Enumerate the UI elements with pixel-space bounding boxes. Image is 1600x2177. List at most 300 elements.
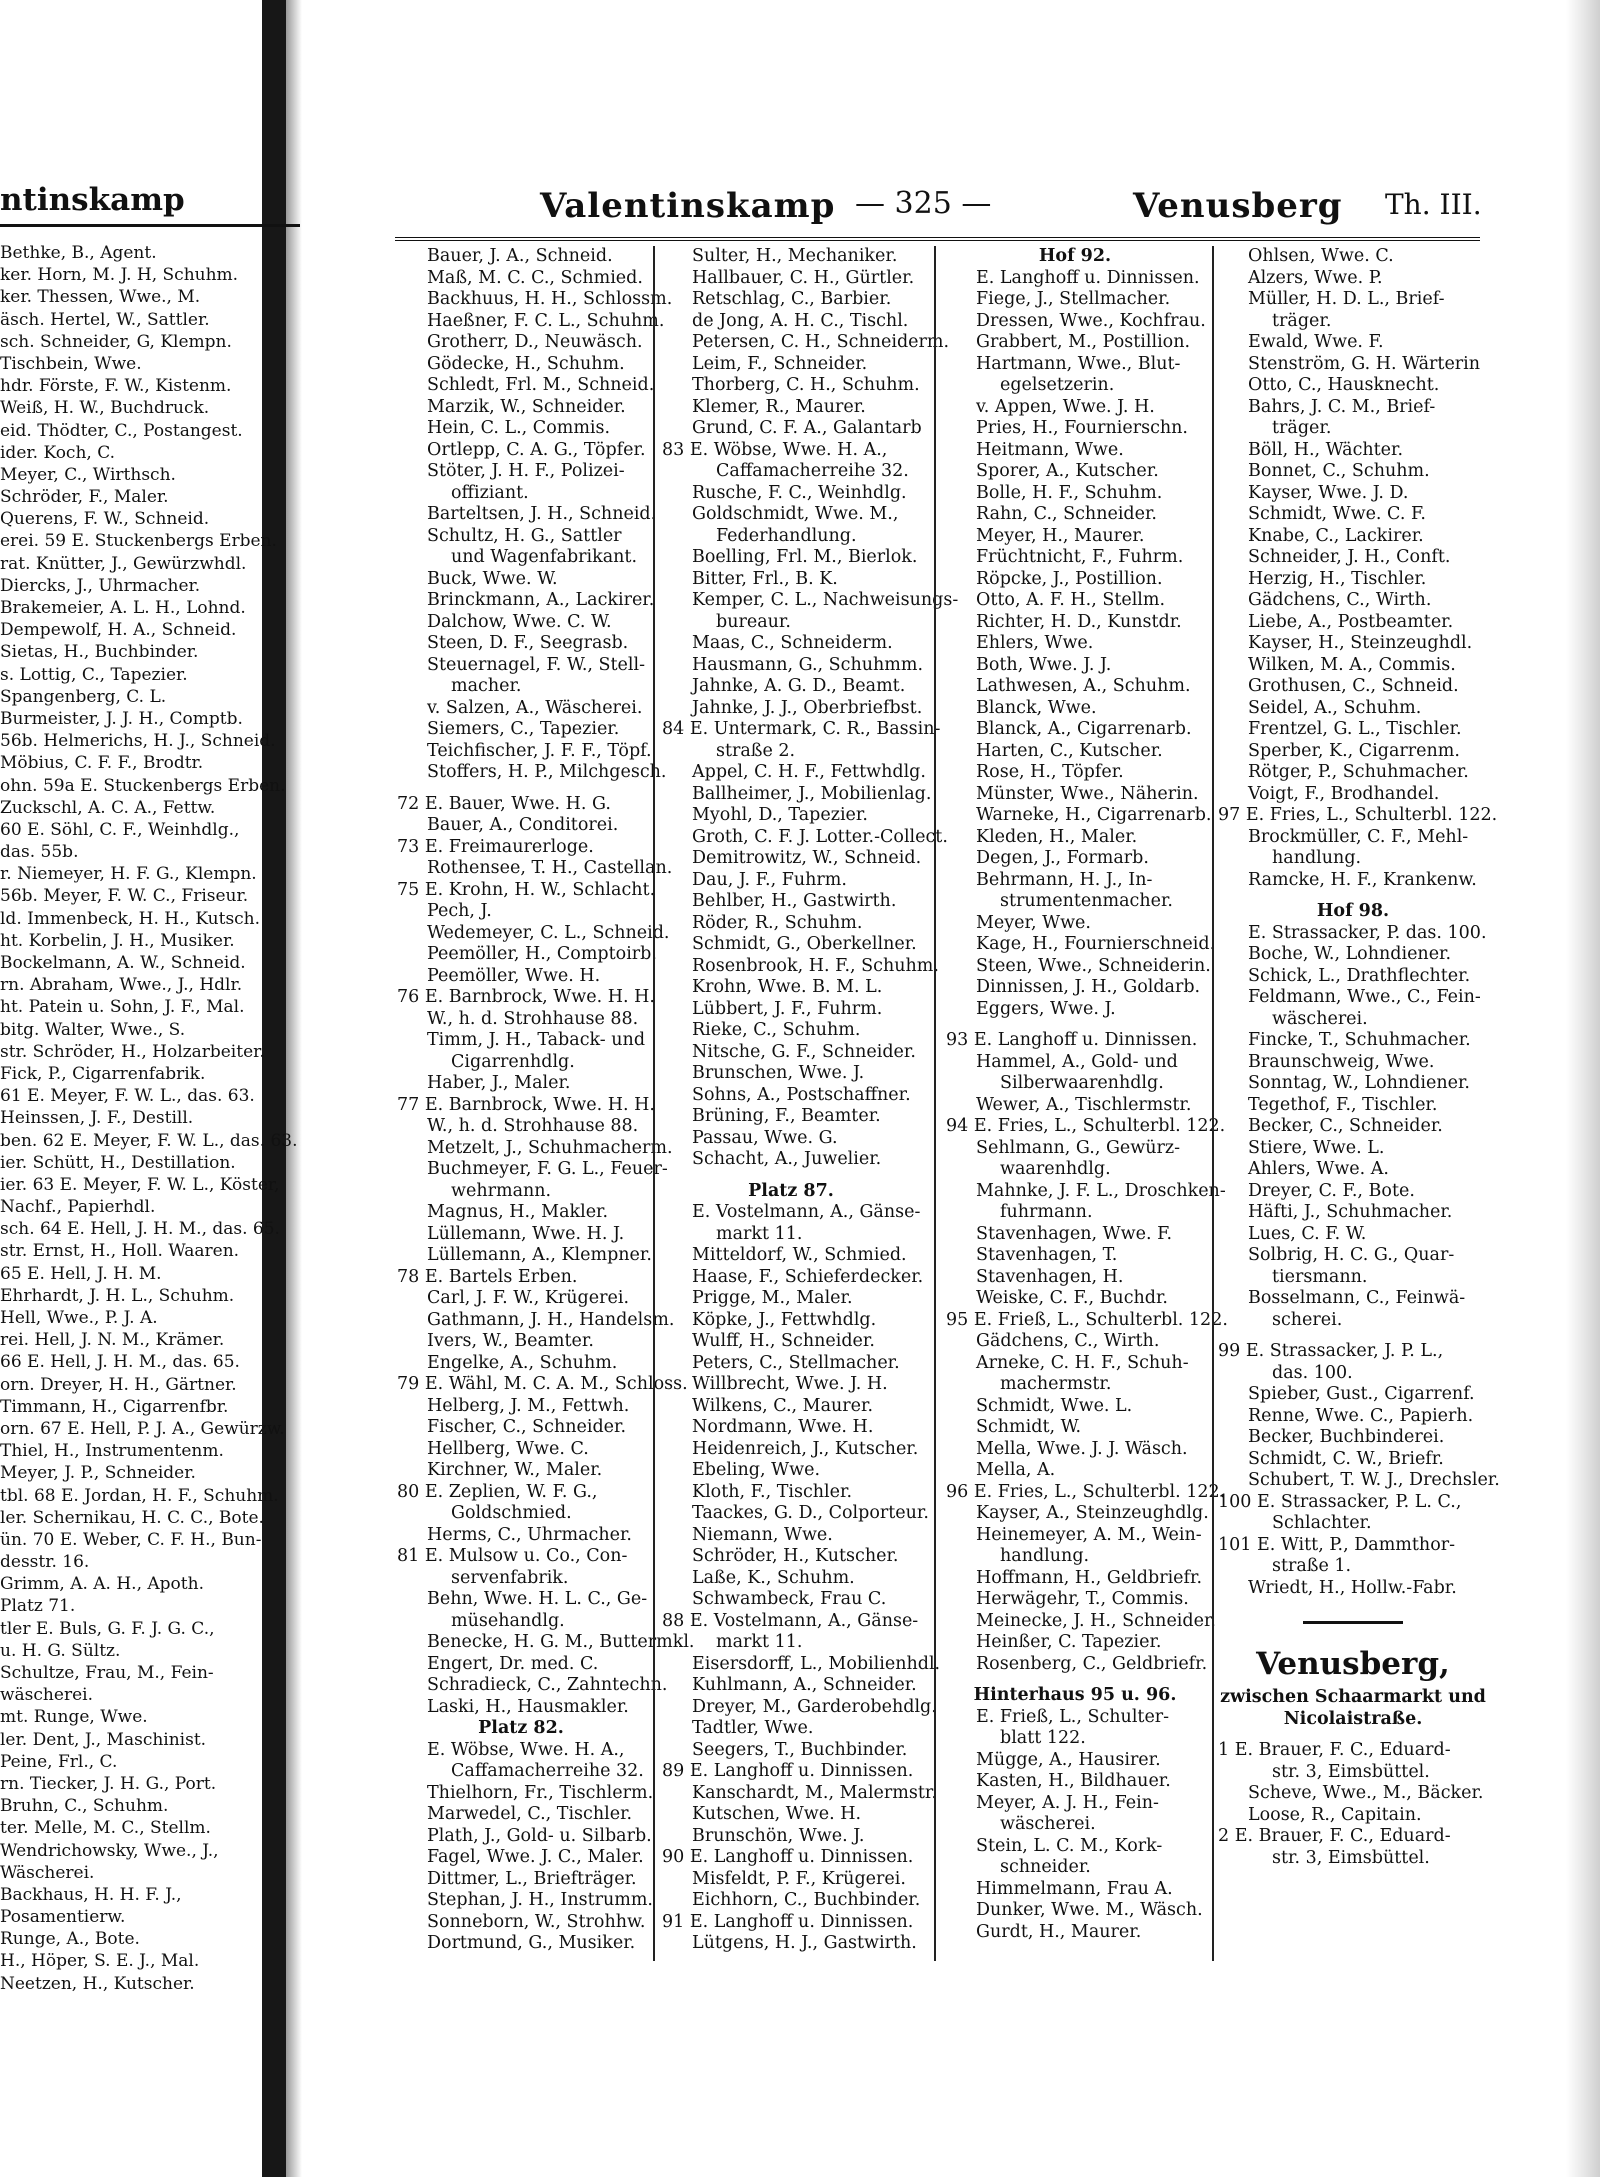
resident-entry: Both, Wwe. J. J.: [976, 654, 1112, 675]
entry-continuation: markt 11.: [716, 1632, 803, 1652]
house-entry: 100 E. Strassacker, P. L. C.,: [1218, 1491, 1462, 1512]
resident-entry: Stavenhagen, T.: [976, 1245, 1118, 1265]
venusberg-entries: [1218, 1740, 1488, 1869]
resident-entry: Kutschen, Wwe. H.: [692, 1804, 862, 1824]
left-page-entry: Bethke, B., Agent.: [0, 243, 157, 263]
court-heading: Hof 98.: [1316, 901, 1390, 921]
left-page-entry: Weiß, H. W., Buchdruck.: [0, 398, 210, 419]
resident-entry: Lütgens, H. J., Gastwirth.: [692, 1933, 917, 1953]
left-page-entry: das. 55b.: [0, 842, 79, 863]
resident-entry: Stephan, J. H., Instrumm.: [427, 1890, 653, 1910]
resident-entry: Otto, A. F. H., Stellm.: [976, 590, 1166, 610]
resident-entry: Herms, C., Uhrmacher.: [427, 1524, 632, 1545]
resident-entry: Maß, M. C. C., Schmied.: [427, 267, 643, 288]
left-page-entry: Posamentierw.: [0, 1907, 126, 1928]
house-entry: 73 E. Freimaurerloge.: [397, 836, 594, 857]
entry-continuation: träger.: [1272, 418, 1332, 438]
resident-entry: Behn, Wwe. H. L. C., Ge-: [427, 1589, 648, 1609]
left-page-entry: Diercks, J., Uhrmacher.: [0, 575, 201, 596]
left-page-heading: ntinskamp: [0, 182, 185, 218]
resident-entry: Eisersdorff, L., Mobilienhdl.: [692, 1653, 941, 1674]
left-page-entry: u. H. G. Sültz.: [0, 1640, 121, 1661]
left-page-entry: Querens, F. W., Schneid.: [0, 509, 210, 530]
resident-entry: Willbrecht, Wwe. J. H.: [692, 1374, 888, 1394]
resident-entry: Mella, Wwe. J. J. Wäsch.: [976, 1438, 1188, 1459]
house-entry: 88 E. Vostelmann, A., Gänse-: [662, 1610, 919, 1631]
resident-entry: Heinemeyer, A. M., Wein-: [976, 1524, 1202, 1545]
section-title: Venusberg,: [1256, 1646, 1450, 1682]
column-divider: [1212, 246, 1214, 1961]
resident-entry: Sonneborn, W., Strohhw.: [427, 1911, 646, 1932]
resident-entry: Meyer, Wwe.: [976, 912, 1091, 933]
column-divider: [653, 246, 655, 1961]
resident-entry: Gathmann, J. H., Handelsm.: [427, 1309, 675, 1330]
left-page-entry: ld. Immenbeck, H. H., Kutsch.: [0, 908, 261, 929]
resident-entry: Stein, L. C. M., Kork-: [976, 1835, 1163, 1856]
left-page-entry: äsch. Hertel, W., Sattler.: [0, 309, 210, 330]
resident-entry: Himmelmann, Frau A.: [976, 1878, 1173, 1899]
resident-entry: Myohl, D., Tapezier.: [692, 805, 868, 825]
resident-entry: Fincke, T., Schuhmacher.: [1248, 1030, 1471, 1050]
house-entry: 83 E. Wöbse, Wwe. H. A.,: [662, 439, 888, 460]
resident-entry: Ebeling, Wwe.: [692, 1460, 821, 1480]
left-page-column: [0, 242, 300, 1995]
resident-entry: Goldschmidt, Wwe. M.,: [692, 504, 899, 524]
court-heading: Hof 92.: [1038, 246, 1112, 266]
left-page-entry: Hell, Wwe., P. J. A.: [0, 1308, 158, 1328]
resident-entry: Kirchner, W., Maler.: [427, 1460, 603, 1480]
resident-entry: Mahnke, J. F. L., Droschken-: [976, 1180, 1226, 1201]
resident-entry: Demitrowitz, W., Schneid.: [692, 848, 922, 868]
street-title-left: Valentinskamp: [540, 186, 836, 226]
house-entry: 78 E. Bartels Erben.: [397, 1266, 578, 1287]
resident-entry: Spieber, Gust., Cigarrenf.: [1248, 1384, 1475, 1404]
resident-entry: Stavenhagen, H.: [976, 1266, 1124, 1287]
resident-entry: Knabe, C., Lackirer.: [1248, 525, 1424, 546]
resident-entry: Rosenberg, C., Geldbriefr.: [976, 1653, 1208, 1674]
house-entry: 89 E. Langhoff u. Dinnissen.: [662, 1761, 914, 1781]
resident-entry: Heitmann, Wwe.: [976, 439, 1124, 460]
resident-entry: Warneke, H., Cigarrenarb.: [976, 805, 1212, 825]
resident-entry: Bosselmann, C., Feinwä-: [1248, 1288, 1466, 1308]
resident-entry: Boche, W., Lohndiener.: [1248, 944, 1452, 964]
resident-entry: Bitter, Frl., B. K.: [692, 568, 838, 589]
resident-entry: Thorberg, C. H., Schuhm.: [692, 375, 920, 395]
resident-entry: Dittmer, L., Briefträger.: [427, 1868, 637, 1889]
court-heading: Platz 82.: [478, 1718, 564, 1738]
resident-entry: Sulter, H., Mechaniker.: [692, 246, 898, 266]
resident-entry: Blanck, Wwe.: [976, 697, 1097, 718]
left-page-entry: Meyer, J. P., Schneider.: [0, 1463, 196, 1484]
resident-entry: Kage, H., Fournierschneid.: [976, 934, 1216, 954]
resident-entry: Röpcke, J., Postillion.: [976, 568, 1163, 589]
resident-entry: Ramcke, H. F., Krankenw.: [1248, 869, 1477, 890]
resident-entry: Kayser, H., Steinzeughdl.: [1248, 633, 1473, 653]
resident-entry: Stöter, J. H. F., Polizei-: [427, 461, 625, 481]
left-page-entry: Schultze, Frau, M., Fein-: [0, 1663, 214, 1683]
resident-entry: Solbrig, H. C. G., Quar-: [1248, 1245, 1455, 1265]
spacer: [397, 784, 645, 794]
resident-entry: Alzers, Wwe. P.: [1248, 267, 1383, 288]
left-page-entry: Neetzen, H., Kutscher.: [0, 1973, 195, 1994]
house-entry: 1 E. Brauer, F. C., Eduard-: [1218, 1740, 1451, 1760]
left-page-entry: Möbius, C. F. F., Brodtr.: [0, 753, 204, 774]
resident-entry: Petersen, C. H., Schneiderm.: [692, 332, 950, 352]
resident-entry: Kloth, F., Tischler.: [692, 1481, 853, 1502]
resident-entry: Dunker, Wwe. M., Wäsch.: [976, 1900, 1203, 1920]
left-page-entry: desstr. 16.: [0, 1552, 90, 1573]
resident-entry: Bahrs, J. C. M., Brief-: [1248, 396, 1436, 417]
resident-entry: Taackes, G. D., Colporteur.: [692, 1503, 929, 1523]
resident-entry: Harten, C., Kutscher.: [976, 740, 1163, 761]
entry-continuation: tiersmann.: [1272, 1266, 1368, 1287]
resident-entry: Dalchow, Wwe. C. W.: [427, 611, 612, 632]
resident-entry: v. Appen, Wwe. J. H.: [976, 396, 1155, 417]
resident-entry: Nitsche, G. F., Schneider.: [692, 1041, 916, 1062]
resident-entry: Renne, Wwe. C., Papierh.: [1248, 1405, 1474, 1426]
resident-entry: Stenström, G. H. Wärterin: [1248, 353, 1481, 374]
resident-entry: Maas, C., Schneiderm.: [692, 633, 893, 653]
section-separator: [1303, 1621, 1403, 1624]
left-page-entry: 56b. Meyer, F. W. C., Friseur.: [0, 886, 249, 907]
resident-entry: W., h. d. Strohhause 88.: [427, 1008, 639, 1029]
resident-entry: Lues, C. F. W.: [1248, 1223, 1367, 1244]
resident-entry: Schledt, Frl. M., Schneid.: [427, 375, 655, 395]
resident-entry: Gödecke, H., Schuhm.: [427, 353, 625, 374]
resident-entry: Gädchens, C., Wirth.: [976, 1331, 1160, 1351]
resident-entry: Meyer, A. J. H., Fein-: [976, 1792, 1159, 1813]
resident-entry: Ehlers, Wwe.: [976, 633, 1094, 653]
left-page-entry: ter. Melle, M. C., Stellm.: [0, 1818, 211, 1839]
resident-entry: Röder, R., Schuhm.: [692, 912, 863, 933]
left-page-entry: Dempewolf, H. A., Schneid.: [0, 620, 237, 641]
resident-entry: Blanck, A., Cigarrenarb.: [976, 719, 1192, 739]
entry-continuation: Caffamacherreihe 32.: [451, 1761, 644, 1781]
resident-entry: Rieke, C., Schuhm.: [692, 1020, 861, 1040]
resident-entry: Teichfischer, J. F. F., Töpf.: [427, 740, 652, 761]
resident-entry: Degen, J., Formarb.: [976, 848, 1149, 868]
running-head: [395, 186, 1480, 234]
resident-entry: Bolle, H. F., Schuhm.: [976, 482, 1163, 503]
entry-continuation: schneider.: [1000, 1857, 1091, 1877]
left-page-entry: 65 E. Hell, J. H. M.: [0, 1263, 162, 1284]
resident-entry: Behrmann, H. J., In-: [976, 869, 1153, 890]
left-page-entry: mt. Runge, Wwe.: [0, 1707, 148, 1728]
resident-entry: Wewer, A., Tischlermstr.: [976, 1094, 1192, 1115]
house-entry: 2 E. Brauer, F. C., Eduard-: [1218, 1826, 1451, 1846]
resident-entry: Ohlsen, Wwe. C.: [1248, 246, 1394, 266]
column-divider: [934, 246, 936, 1961]
resident-entry: Pech, J.: [427, 901, 492, 921]
resident-entry: Niemann, Wwe.: [692, 1524, 833, 1545]
resident-entry: Kayser, A., Steinzeughdlg.: [976, 1503, 1209, 1523]
resident-entry: Schwambeck, Frau C.: [692, 1589, 887, 1609]
resident-entry: Hausmann, G., Schuhmm.: [692, 654, 924, 675]
resident-entry: Hammel, A., Gold- und: [976, 1051, 1178, 1072]
resident-entry: Loose, R., Capitain.: [1248, 1804, 1422, 1825]
house-entry: 96 E. Fries, L., Schulterbl. 122.: [946, 1481, 1226, 1502]
left-page-entry: ier. Schütt, H., Destillation.: [0, 1152, 236, 1173]
resident-entry: Richter, H. D., Kunstdr.: [976, 611, 1182, 632]
entry-continuation: wäscherei.: [1272, 1008, 1368, 1029]
left-page-entry: Zuckschl, A. C. A., Fettw.: [0, 797, 216, 818]
resident-entry: Haase, F., Schieferdecker.: [692, 1266, 924, 1287]
resident-entry: Müller, H. D. L., Brief-: [1248, 289, 1445, 309]
left-page-entry: ohn. 59a E. Stuckenbergs Erben.: [0, 775, 286, 796]
spacer: [946, 1020, 1204, 1030]
street-title-right: Venusberg: [1133, 186, 1343, 226]
resident-entry: E. Frieß, L., Schulter-: [976, 1706, 1170, 1727]
resident-entry: Lüllemann, A., Klempner.: [427, 1245, 652, 1265]
directory-column-1: [397, 246, 695, 1966]
resident-entry: Kayser, Wwe. J. D.: [1248, 482, 1409, 503]
resident-entry: de Jong, A. H. C., Tischl.: [692, 310, 909, 331]
resident-entry: Lüllemann, Wwe. H. J.: [427, 1223, 625, 1244]
resident-entry: Retschlag, C., Barbier.: [692, 289, 892, 309]
resident-entry: Plath, J., Gold- u. Silbarb.: [427, 1825, 652, 1846]
header-rule: [395, 237, 1480, 241]
resident-entry: Brinckmann, A., Lackirer.: [427, 590, 655, 610]
house-entry: 76 E. Barnbrock, Wwe. H. H.: [397, 987, 655, 1007]
resident-entry: Steen, Wwe., Schneiderin.: [976, 955, 1211, 976]
resident-entry: Tadtler, Wwe.: [692, 1718, 814, 1738]
entry-continuation: Cigarrenhdlg.: [451, 1051, 575, 1072]
resident-entry: E. Langhoff u. Dinnissen.: [976, 267, 1200, 288]
left-page-entry: 61 E. Meyer, F. W. L., das. 63.: [0, 1086, 255, 1107]
resident-entry: Steuernagel, F. W., Stell-: [427, 654, 645, 675]
spacer: [1218, 891, 1488, 901]
entry-continuation: fuhrmann.: [1000, 1202, 1093, 1222]
resident-entry: Feldmann, Wwe., C., Fein-: [1248, 987, 1481, 1007]
left-page-entry: Spangenberg, C. L.: [0, 686, 167, 707]
left-page-entry: r. Niemeyer, H. F. G., Klempn.: [0, 864, 257, 885]
spacer: [1218, 1730, 1488, 1740]
resident-entry: Brockmüller, C. F., Mehl-: [1248, 826, 1469, 847]
house-entry: 80 E. Zeplien, W. F. G.,: [397, 1481, 598, 1502]
house-entry: 91 E. Langhoff u. Dinnissen.: [662, 1911, 914, 1932]
entry-continuation: das. 100.: [1272, 1362, 1353, 1383]
resident-entry: Otto, C., Hausknecht.: [1248, 375, 1440, 395]
resident-entry: Engert, Dr. med. C.: [427, 1653, 599, 1674]
left-page-entry: rat. Knütter, J., Gewürzwhdl.: [0, 553, 247, 574]
column-4-entries: [1218, 246, 1500, 1599]
resident-entry: Münster, Wwe., Näherin.: [976, 783, 1199, 804]
house-entry: 90 E. Langhoff u. Dinnissen.: [662, 1847, 914, 1867]
left-page-entry: str. Ernst, H., Holl. Waaren.: [0, 1241, 240, 1262]
resident-entry: Lathwesen, A., Schuhm.: [976, 676, 1191, 696]
left-page-entry: ht. Patein u. Sohn, J. F., Mal.: [0, 997, 245, 1018]
left-facing-page: [0, 150, 300, 1994]
left-page-entry: Fick, P., Cigarrenfabrik.: [0, 1063, 206, 1084]
resident-entry: Hein, C. L., Commis.: [427, 418, 611, 438]
resident-entry: Weiske, C. F., Buchdr.: [976, 1288, 1168, 1308]
left-page-entry: Wendrichowsky, Wwe., J.,: [0, 1840, 219, 1861]
resident-entry: Laski, H., Hausmakler.: [427, 1696, 629, 1717]
resident-entry: Fiege, J., Stellmacher.: [976, 289, 1171, 309]
resident-entry: Ortlepp, C. A. G., Töpfer.: [427, 439, 646, 460]
entry-continuation: machermstr.: [1000, 1374, 1112, 1394]
resident-entry: Passau, Wwe. G.: [692, 1127, 838, 1148]
spacer: [946, 1675, 1204, 1685]
resident-entry: Eggers, Wwe. J.: [976, 998, 1116, 1019]
resident-entry: E. Vostelmann, A., Gänse-: [692, 1202, 921, 1222]
resident-entry: Metzelt, J., Schuhmacherm.: [427, 1137, 673, 1158]
resident-entry: Früchtnicht, F., Fuhrm.: [976, 547, 1184, 567]
resident-entry: Misfeldt, P. F., Krügerei.: [692, 1868, 906, 1889]
left-page-entry: Wäscherei.: [0, 1862, 95, 1883]
resident-entry: Boelling, Frl. M., Bierlok.: [692, 547, 918, 567]
resident-entry: Heinßer, C. Tapezier.: [976, 1632, 1162, 1652]
house-entry: 101 E. Witt, P., Dammthor-: [1218, 1534, 1456, 1555]
resident-entry: Schmidt, C. W., Briefr.: [1248, 1448, 1444, 1469]
spacer: [662, 1171, 920, 1181]
left-page-entry: Runge, A., Bote.: [0, 1929, 140, 1950]
resident-entry: Braunschweig, Wwe.: [1248, 1051, 1435, 1072]
resident-entry: Becker, Buchbinderei.: [1248, 1427, 1445, 1447]
resident-entry: Stoffers, H. P., Milchgesch.: [427, 762, 667, 782]
left-page-entry: ler. Schernikau, H. C. C., Bote.: [0, 1507, 264, 1528]
resident-entry: Peters, C., Stellmacher.: [692, 1352, 900, 1373]
left-page-entry: rn. Tiecker, J. H. G., Port.: [0, 1773, 217, 1794]
left-page-entry: H., Höper, S. E. J., Mal.: [0, 1951, 200, 1972]
spacer: [1218, 1331, 1488, 1341]
entry-continuation: Schlachter.: [1272, 1513, 1372, 1533]
entry-continuation: Goldschmied.: [451, 1503, 572, 1523]
resident-entry: Gurdt, H., Maurer.: [976, 1921, 1142, 1942]
resident-entry: Dreyer, C. F., Bote.: [1248, 1180, 1415, 1201]
resident-entry: Mügge, A., Hausirer.: [976, 1749, 1161, 1770]
entry-continuation: straße 2.: [716, 740, 796, 761]
resident-entry: Fagel, Wwe. J. C., Maler.: [427, 1847, 644, 1867]
resident-entry: Fischer, C., Schneider.: [427, 1417, 627, 1437]
resident-entry: Meinecke, J. H., Schneider.: [976, 1610, 1216, 1631]
resident-entry: Stiere, Wwe. L.: [1248, 1137, 1385, 1158]
entry-continuation: strumentenmacher.: [1000, 891, 1173, 911]
left-page-entry: rn. Abraham, Wwe., J., Hdlr.: [0, 975, 243, 996]
resident-entry: Behlber, H., Gastwirth.: [692, 891, 897, 911]
resident-entry: Hartmann, Wwe., Blut-: [976, 353, 1181, 374]
left-page-entry: Tischbein, Wwe.: [0, 353, 142, 374]
resident-entry: Wedemeyer, C. L., Schneid.: [427, 922, 670, 943]
court-heading: Hinterhaus 95 u. 96.: [973, 1685, 1177, 1705]
resident-entry: Wriedt, H., Hollw.-Fabr.: [1248, 1577, 1457, 1598]
left-page-entry: ier. 63 E. Meyer, F. W. L., Köster,: [0, 1174, 280, 1195]
resident-entry: Grund, C. F. A., Galantarb: [692, 418, 922, 438]
left-page-entry: orn. 67 E. Hell, P. J. A., Gewürzw.: [0, 1418, 285, 1439]
resident-entry: Eichhorn, C., Buchbinder.: [692, 1890, 921, 1910]
section-subtitle: zwischen Schaarmarkt und: [1220, 1687, 1486, 1707]
resident-entry: Bauer, J. A., Schneid.: [427, 246, 613, 266]
entry-continuation: macher.: [451, 676, 522, 696]
resident-entry: Tegethof, F., Tischler.: [1248, 1094, 1438, 1115]
resident-entry: Buck, Wwe. W.: [427, 568, 558, 589]
resident-entry: Schröder, H., Kutscher.: [692, 1546, 899, 1566]
page-number: — 325 —: [855, 186, 992, 221]
resident-entry: Pries, H., Fournierschn.: [976, 418, 1188, 438]
resident-entry: Siemers, C., Tapezier.: [427, 719, 620, 739]
left-page-entry: Backhaus, H. H. F. J.,: [0, 1884, 182, 1905]
resident-entry: Brunschen, Wwe. J.: [692, 1063, 865, 1083]
resident-entry: Carl, J. F. W., Krügerei.: [427, 1288, 630, 1308]
resident-entry: Wulff, H., Schneider.: [692, 1331, 875, 1351]
resident-entry: Rahn, C., Schneider.: [976, 504, 1157, 524]
section-subtitle: Nicolaistraße.: [1283, 1709, 1423, 1729]
resident-entry: Wilkens, C., Maurer.: [692, 1395, 874, 1416]
left-page-entry: Meyer, C., Wirthsch.: [0, 464, 176, 485]
resident-entry: Rötger, P., Schuhmacher.: [1248, 762, 1469, 782]
entry-continuation: wäscherei.: [1000, 1814, 1096, 1834]
entry-continuation: müsehandlg.: [451, 1610, 565, 1631]
resident-entry: Stavenhagen, Wwe. F.: [976, 1223, 1173, 1244]
resident-entry: Köpke, J., Fettwhdlg.: [692, 1309, 877, 1330]
resident-entry: Seegers, T., Buchbinder.: [692, 1739, 908, 1760]
resident-entry: Schneider, J. H., Conft.: [1248, 547, 1451, 567]
left-page-entry: s. Lottig, C., Tapezier.: [0, 664, 188, 685]
left-page-entry: Burmeister, J. J. H., Comptb.: [0, 708, 243, 729]
resident-entry: Seidel, A., Schuhm.: [1248, 697, 1422, 718]
left-page-entry: Platz 71.: [0, 1596, 76, 1617]
left-page-entry: Bruhn, C., Schuhm.: [0, 1796, 169, 1817]
left-page-entry: ker. Thessen, Wwe., M.: [0, 287, 201, 308]
left-page-entry: ht. Korbelin, J. H., Musiker.: [0, 930, 235, 951]
resident-entry: Liebe, A., Postbeamter.: [1248, 611, 1454, 632]
resident-entry: Helberg, J. M., Fettwh.: [427, 1395, 630, 1416]
resident-entry: Peemöller, H., Comptoirb.: [427, 944, 657, 964]
resident-entry: Barteltsen, J. H., Schneid.: [427, 504, 657, 524]
resident-entry: Brunschön, Wwe. J.: [692, 1825, 865, 1846]
house-entry: 94 E. Fries, L., Schulterbl. 122.: [946, 1116, 1226, 1136]
house-entry: 81 E. Mulsow u. Co., Con-: [397, 1546, 628, 1566]
resident-entry: Appel, C. H. F., Fettwhdlg.: [692, 762, 926, 782]
resident-entry: Backhuus, H. H., Schlossm.: [427, 289, 673, 309]
left-page-entry: 60 E. Söhl, C. F., Weinhdlg.,: [0, 819, 240, 840]
entry-continuation: träger.: [1272, 310, 1332, 331]
left-page-entry: ider. Koch, C.: [0, 442, 116, 463]
resident-entry: Engelke, A., Schuhm.: [427, 1352, 618, 1373]
resident-entry: Rothensee, T. H., Castellan.: [427, 858, 673, 878]
resident-entry: Rusche, F. C., Weinhdlg.: [692, 482, 907, 503]
resident-entry: Arneke, C. H. F., Schuh-: [976, 1352, 1189, 1373]
entry-continuation: wehrmann.: [451, 1180, 552, 1201]
resident-entry: Marzik, W., Schneider.: [427, 396, 626, 417]
resident-entry: Herzig, H., Tischler.: [1248, 568, 1427, 589]
house-entry: 75 E. Krohn, H. W., Schlacht.: [397, 879, 656, 900]
left-page-entry: wäscherei.: [0, 1685, 93, 1706]
resident-entry: Ivers, W., Beamter.: [427, 1331, 594, 1351]
resident-entry: Sehlmann, G., Gewürz-: [976, 1137, 1181, 1158]
resident-entry: Haeßner, F. C. L., Schuhm.: [427, 310, 665, 331]
house-entry: 84 E. Untermark, C. R., Bassin-: [662, 719, 941, 739]
left-page-entry: Timmann, H., Cigarrenfbr.: [0, 1396, 229, 1417]
page-edge-shadow: [1566, 0, 1600, 2177]
resident-entry: Sporer, A., Kutscher.: [976, 461, 1159, 481]
resident-entry: Schradieck, C., Zahntechn.: [427, 1675, 668, 1695]
resident-entry: E. Wöbse, Wwe. H. A.,: [427, 1739, 625, 1760]
resident-entry: Leim, F., Schneider.: [692, 353, 868, 374]
directory-column-2: [662, 246, 959, 1966]
resident-entry: Becker, C., Schneider.: [1248, 1116, 1443, 1136]
resident-entry: Marwedel, C., Tischler.: [427, 1804, 633, 1824]
resident-entry: Dreyer, M., Garderobehdlg.: [692, 1696, 937, 1717]
resident-entry: Schubert, T. W. J., Drechsler.: [1248, 1470, 1500, 1490]
resident-entry: Bauer, A., Conditorei.: [427, 815, 619, 835]
house-entry: 77 E. Barnbrock, Wwe. H. H.: [397, 1094, 655, 1115]
resident-entry: Scheve, Wwe., M., Bäcker.: [1248, 1783, 1484, 1803]
resident-entry: Wilken, M. A., Commis.: [1248, 654, 1456, 675]
house-entry: 97 E. Fries, L., Schulterbl. 122.: [1218, 805, 1498, 825]
entry-continuation: handlung.: [1272, 848, 1362, 868]
resident-entry: Nordmann, Wwe. H.: [692, 1417, 874, 1437]
